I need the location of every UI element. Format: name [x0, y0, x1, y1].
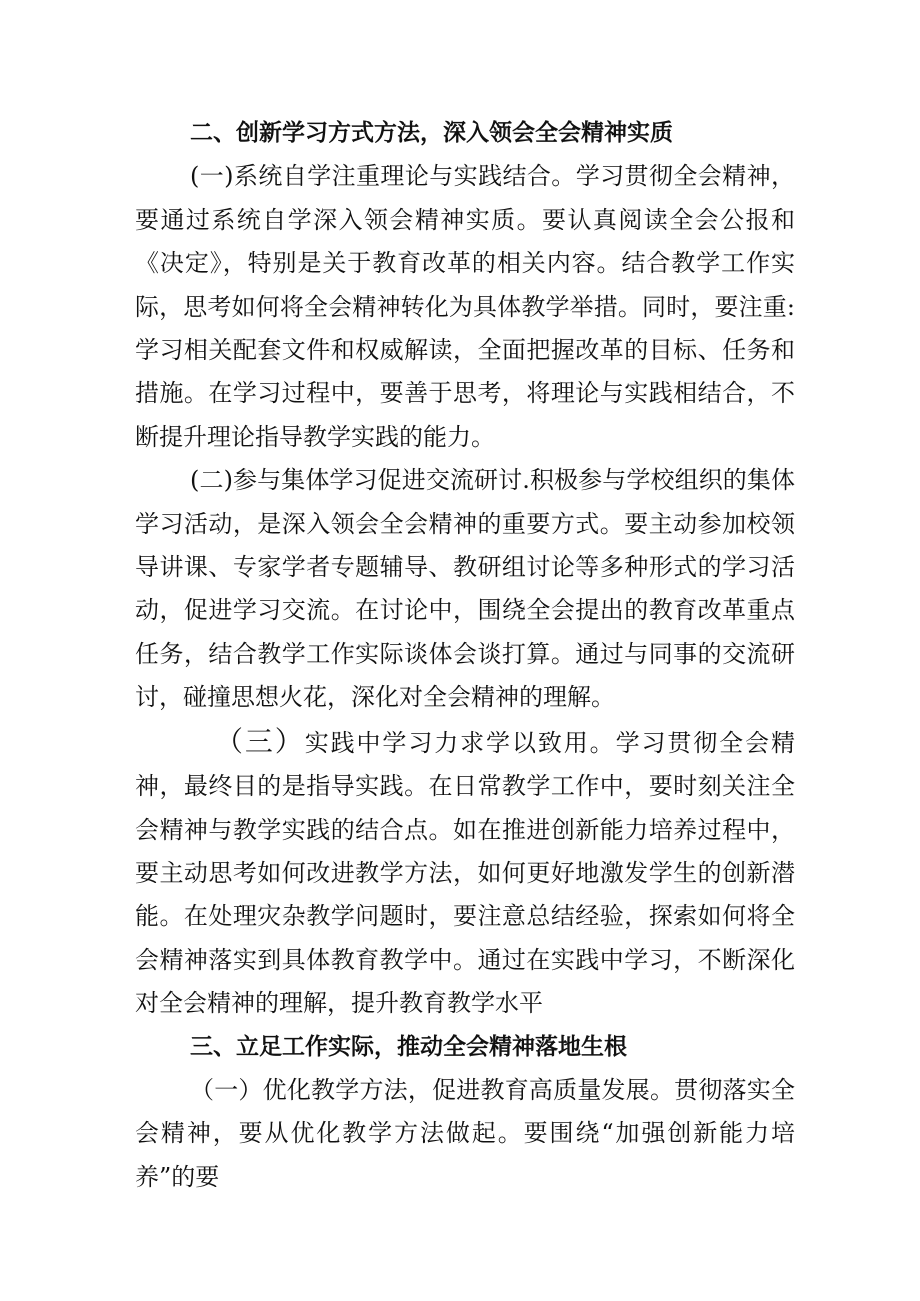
paragraph-3-text: 实践中学习力求学以致用。学习贯彻全会精神，最终目的是指导实践。在日常教学工作中，要时刻关注全会精神与教学实践的结合点。如在推进创新能力培养过程中，要主动思考如何改进教学方法，如何更好地激发学生的创新潜能。在处理灾杂教学问题时，要注意总结经验，探索如何将全会精神落实到具体教育教学中。通过在实践中学习，不断深化对全会精神的理解，提升教育教学水平	[135, 728, 795, 1018]
section-3-heading: 三、立足工作实际，推动全会精神落地生根	[190, 1033, 627, 1060]
paragraph-3-numbering: （三）	[215, 724, 305, 758]
section-2-heading: 二、创新学习方式方法，深入领会全会精神实质	[190, 120, 673, 146]
document-body	[135, 112, 795, 1199]
section-2-paragraph-1: (一)系统自学注重理论与实践结合。学习贯彻全会精神，要通过系统自学深入领会精神实质。要认真阅读全会公报和《决定》，特别是关于教育改革的相关内容。结合教学工作实际，思考如何将全会精神转化为具体教学举措。同时，要注重:学习相关配套文件和权威解读，全面把握改革的目标、任务和措施。在学习过程中，要善于思考，将理论与实践相结合，不断提升理论指导教学实践的能力。	[135, 162, 795, 451]
section-2-paragraph-3	[135, 720, 795, 1026]
section-3-paragraph-1: （一）优化教学方法，促进教育高质量发展。贯彻落实全会精神，要从优化教学方法做起。要围绕“加强创新能力培养”的要	[135, 1075, 795, 1191]
section-2-paragraph-2: (二)参与集体学习促进交流研讨.积极参与学校组织的集体学习活动，是深入领会全会精神的重要方式。要主动参加校领导讲课、专家学者专题辅导、教研组讨论等多种形式的学习活动，促进学习交流。在讨论中，围绕全会提出的教育改革重点任务，结合教学工作实际谈体会谈打算。通过与同事的交流研讨，碰撞思想火花，深化对全会精神的理解。	[135, 466, 795, 712]
